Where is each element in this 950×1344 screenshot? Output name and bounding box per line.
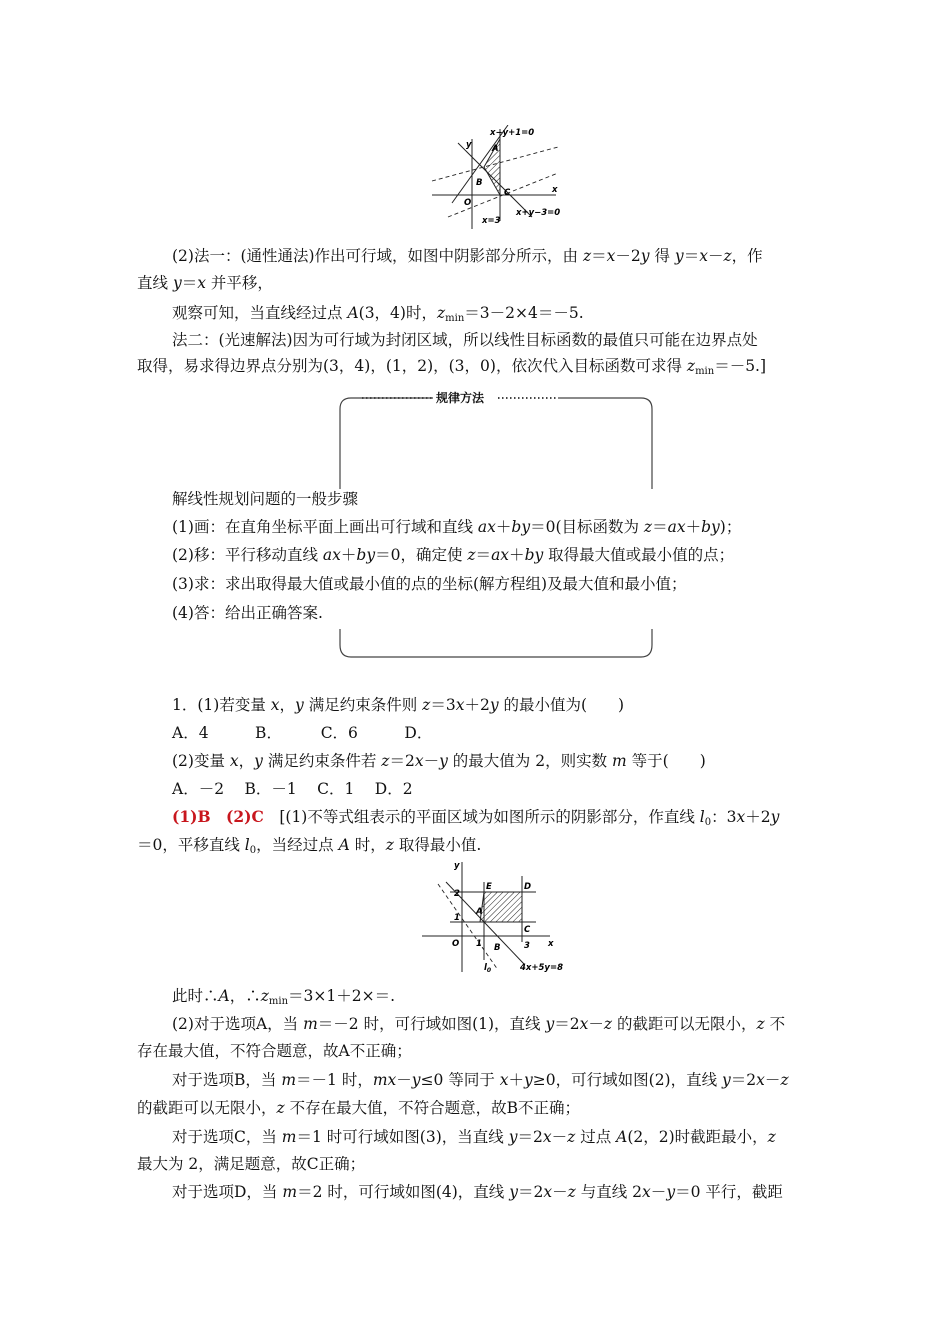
answer-line-3: 此时∴A，$\therefore z_{min}=3\times 1+2\times=$.	[172, 987, 396, 1007]
label-O: O	[464, 198, 472, 208]
figure-feasible-region-2	[420, 856, 570, 980]
svg-text:3: 3	[524, 941, 530, 951]
label-x3: x=3	[482, 216, 501, 226]
method-heading: 解线性规划问题的一般步骤	[172, 490, 359, 508]
svg-text:4x+5y=8: 4x+5y=8	[520, 963, 564, 973]
label-A: A	[492, 144, 499, 154]
q1-part1: 1．(1)若变量 x，y 满足约束条件则 z＝3x＋2y 的最小值为( )	[172, 696, 625, 714]
svg-text:x: x	[548, 939, 554, 949]
sol2-line-1: (2)法一：(通性通法)作出可行域，如图中阴影部分所示，由 z＝x－2y 得 y＝x－z，作	[172, 247, 763, 265]
svg-text:2: 2	[454, 889, 460, 899]
answer-key: (1)B (2)C	[172, 807, 264, 826]
method-step-3: (3)求：求出取得最大值或最小值的点的坐标(解方程组)及最大值和最小值；	[172, 575, 687, 593]
answer-line-5: 存在最大值，不符合题意，故A不正确；	[137, 1042, 412, 1060]
answer-line-4: (2)对于选项A，当 m＝－2 时，可行域如图(1)，直线 y＝2x－z 的截距可以无限小，z 不	[172, 1015, 786, 1033]
answer-line-1: (1)B (2)C [(1)不等式组表示的平面区域为如图所示的阴影部分，作直线 $l_0$：3x＋2y	[172, 807, 780, 828]
label-x: x	[552, 185, 558, 195]
label-eq-bottom: x+y−3=0	[516, 208, 561, 218]
method-step-1: (1)画：在直角坐标平面上画出可行域和直线 ax＋by＝0(目标函数为 z＝ax＋by)；	[172, 518, 742, 536]
q1-part1-options: A．4 B． C．6 D．	[172, 724, 433, 742]
sol2-line-2: 直线 y＝x 并平移，	[137, 274, 273, 292]
svg-text:O: O	[452, 939, 460, 949]
answer-line-6: 对于选项B，当 m＝－1 时，mx－y≤0 等同于 x＋y≥0，可行域如图(2)，直线 y＝2x－z	[172, 1071, 789, 1089]
method-step-4: (4)答：给出正确答案.	[172, 604, 323, 622]
sol2-line-5: 取得，易求得边界点分别为(3，4)，(1，2)，(3，0)，依次代入目标函数可求得 $z_{min}=-5$.]	[137, 357, 767, 377]
svg-text:1: 1	[476, 939, 482, 949]
sol2-line-4: 法二：(光速解法)因为可行域为封闭区域，所以线性目标函数的最值只可能在边界点处	[172, 331, 758, 349]
answer-line-2: ＝0，平移直线 $l_0$，当经过点 A 时，z 取得最小值.	[137, 836, 482, 856]
label-C: C	[504, 188, 511, 198]
svg-text:D: D	[524, 882, 532, 892]
label-y: y	[466, 140, 472, 150]
svg-text:C: C	[524, 925, 531, 935]
svg-text:y: y	[454, 861, 460, 871]
method-box-title: 规律方法	[436, 391, 485, 405]
svg-text:l0: $l_0$	[484, 963, 492, 974]
q1-part2-options: A．－2 B．－1 C．1 D．2	[172, 780, 413, 798]
figure-feasible-region-1	[428, 125, 564, 237]
sol2-line-3: 观察可知，当直线经过点 A(3，4)时，$z_{min}=3-2\times 4=-5$.	[172, 304, 584, 324]
answer-line-8: 对于选项C，当 m＝1 时可行域如图(3)，当直线 y＝2x－z 过点 A(2，2)时截距最小，z	[172, 1128, 776, 1146]
method-step-2: (2)移：平行移动直线 ax＋by＝0，确定使 z＝ax＋by 取得最大值或最小值的点；	[172, 546, 735, 564]
shaded-region	[480, 892, 522, 922]
answer-line-10: 对于选项D，当 m＝2 时，可行域如图(4)，直线 y＝2x－z 与直线 2x－y＝0 平行，截距	[172, 1183, 783, 1201]
svg-text:1: 1	[454, 913, 460, 923]
q1-part2: (2)变量 x，y 满足约束条件若 z＝2x－y 的最大值为 2，则实数 m 等于( )	[172, 752, 706, 770]
answer-line-7: 的截距可以无限小，z 不存在最大值，不符合题意，故B不正确；	[137, 1099, 581, 1117]
svg-text:E: E	[486, 882, 492, 892]
svg-text:B: B	[494, 943, 501, 953]
answer-line-9: 最大为 2，满足题意，故C正确；	[137, 1155, 366, 1173]
label-B: B	[476, 178, 483, 188]
label-eq-top: x−y+1=0	[490, 128, 535, 138]
svg-text:A: A	[476, 907, 483, 917]
